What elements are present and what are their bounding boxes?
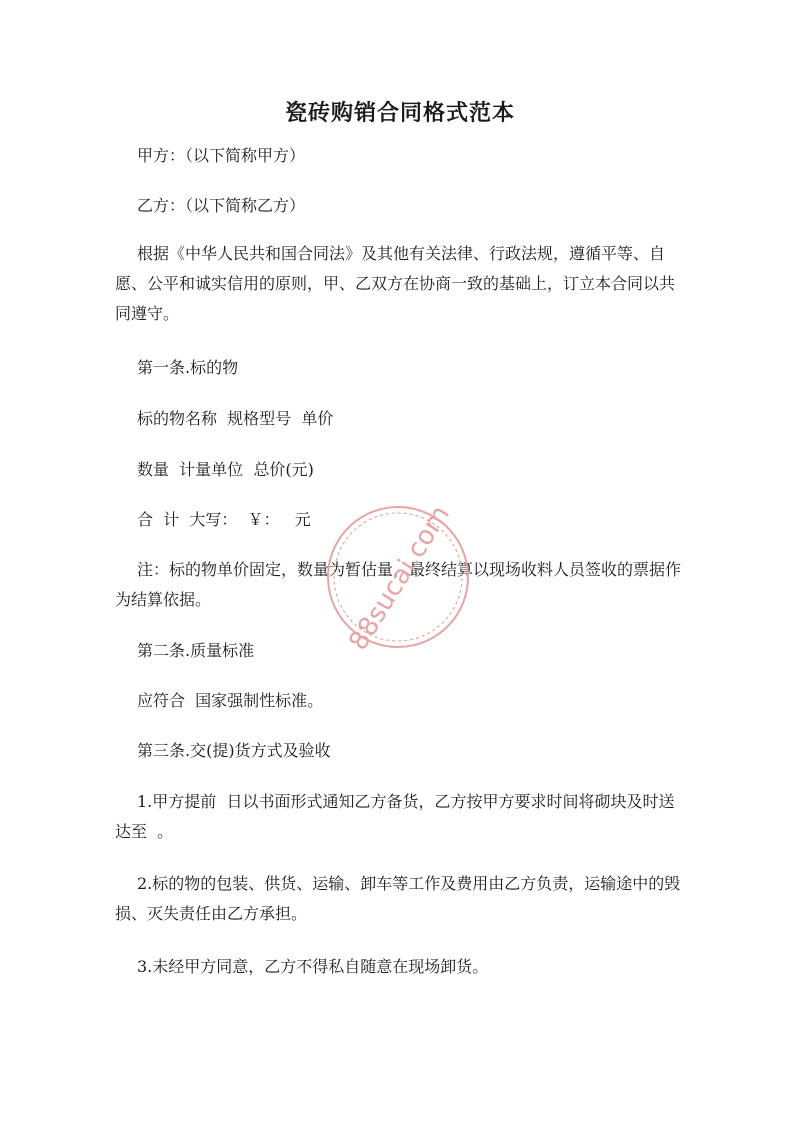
document-title: 瓷砖购销合同格式范本 xyxy=(284,100,515,126)
article-1-row-1: 标的物名称 规格型号 单价 xyxy=(137,409,334,428)
party-b-line: 乙方：（以下简称乙方） xyxy=(137,196,306,215)
preamble-paragraph: 根据《中华人民共和国合同法》及其他有关法律、行政法规，遵循平等、自愿、公平和诚实信用的原则，甲、乙双方在协商一致的基础上，订立本合同以共同遵守。 xyxy=(115,244,676,323)
article-3-item-3: 3.未经甲方同意，乙方不得私自随意在现场卸货。 xyxy=(137,957,489,976)
watermark-text: 88sucai.com xyxy=(343,500,456,656)
article-1-heading: 第一条.标的物 xyxy=(137,358,239,377)
article-1-total: 合 计 大写： ￥： 元 xyxy=(137,510,311,529)
article-1-row-2: 数量 计量单位 总价(元) xyxy=(137,460,314,479)
article-2-text: 应符合 国家强制性标准。 xyxy=(137,691,324,710)
party-a-line: 甲方：（以下简称甲方） xyxy=(137,146,306,165)
article-2-heading: 第二条.质量标准 xyxy=(137,641,255,660)
article-3-heading: 第三条.交(提)货方式及验收 xyxy=(137,741,331,760)
article-3-item-1: 1.甲方提前 日以书面形式通知乙方备货，乙方按甲方要求时间将砌块及时送达至 。 xyxy=(115,792,675,841)
article-1-note: 注：标的物单价固定，数量为暂估量，最终结算以现场收料人员签收的票据作为结算依据。 xyxy=(115,560,682,609)
article-3-item-2: 2.标的物的包装、供货、运输、卸车等工作及费用由乙方负责，运输途中的毁损、灭失责任由乙方承担。 xyxy=(115,874,681,923)
